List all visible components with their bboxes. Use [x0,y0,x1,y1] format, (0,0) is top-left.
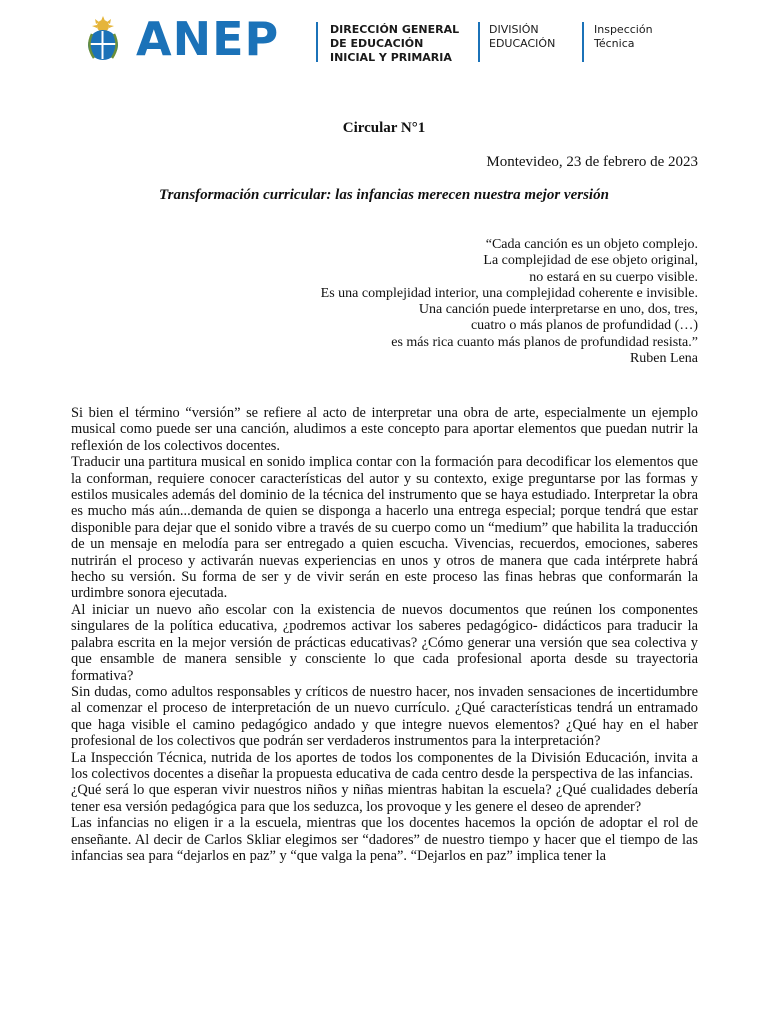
direccion-line-3: INICIAL Y PRIMARIA [330,51,452,64]
body-text [71,405,698,864]
division-line-2: EDUCACIÓN [489,37,556,50]
division-line-1: DIVISIÓN [489,23,539,36]
document-title: Circular N°1 [342,120,426,136]
body-paragraph: ¿Qué será lo que esperan vivir nuestros niños y niñas mientras habitan la escuela? ¿Qué cualidades debería tener esa versión pedagógica para que los seduzca, los provoque y les genere el deseo de aprender? [71,782,698,815]
epigraph-line: “Cada canción es un objeto complejo. [485,237,698,252]
body-paragraph: Si bien el término “versión” se refiere al acto de interpretar una obra de arte, especialmente un ejemplo musical como puede ser una canción, aludimos a este concepto para aportar elementos que puedan nutrir la reflexión de los colectivos docentes. [71,405,698,454]
epigraph-line: es más rica cuanto más planos de profundidad resista.” [391,334,698,350]
body-paragraph: La Inspección Técnica, nutrida de los aportes de todos los componentes de la División Educación, invita a los colectivos docentes a diseñar la propuesta educativa de cada centro desde la perspectiva de las infancias. [71,749,698,782]
epigraph-line: cuatro o más planos de profundidad (…) [470,318,698,334]
inspeccion-line-1: Inspección [594,23,653,36]
epigraph-author: Ruben Lena [629,351,698,367]
divider [582,22,584,62]
body-paragraph: Al iniciar un nuevo año escolar con la existencia de nuevos documentos que reúnen los componentes singulares de la política educativa, ¿podremos activar los saberes pedagógico- didácticos para traducir la palabra escrita en la mejor versión de prácticas educativas? ¿Cómo generar una versión que sea colectiva y que ensamble de manera sensible y consciente lo que cada profesional aporta desde su trayectoria formativa? [71,601,698,684]
epigraph [98,237,698,367]
epigraph-line: Es una complejidad interior, una complejidad coherente e invisible. [320,285,698,301]
place-date: Montevideo, 23 de febrero de 2023 [486,154,698,170]
body-paragraph: Las infancias no eligen ir a la escuela, mientras que los docentes hacemos la opción de adoptar el rol de enseñante. Al decir de Carlos Skliar elegimos ser “dadores” de nuestro tiempo y hacer que el tiempo de las infancias sea para “dejarlos en paz” y “que valga la pena”. “Dejarlos en paz” implica tener la [71,815,698,864]
body-paragraph: Sin dudas, como adultos responsables y críticos de nuestro hacer, nos invaden sensaciones de incertidumbre al comenzar el proceso de interpretación de un nuevo currículo. ¿Qué características tendrá un entramado que haga visible el camino pedagógico andado y que integre nuevos elementos? ¿Qué hay en el haber profesional de los colectivos que podrán ser verdaderos instrumentos para la interpretación? [71,683,698,750]
uruguay-coat-of-arms-icon [78,14,128,64]
inspeccion-line-2: Técnica [594,37,635,50]
document-subtitle: Transformación curricular: las infancias merecen nuestra mejor versión [159,187,609,203]
epigraph-line: La complejidad de ese objeto original, [483,253,698,269]
division-educacion-label [489,23,555,51]
divider [316,22,318,62]
body-paragraph: Traducir una partitura musical en sonido implica contar con la formación para decodificar los elementos que la conforman, requiere conocer características del autor y su contexto, exige preguntarse por las formas y estilos musicales además del dominio de la técnica del instrumento que se haya estudiado. Interpretar la obra es mucho más aún...demanda de quien se disponga a hacerlo una entrega especial; porque tendrá que estar disponible para dejar que el sonido vibre a través de su cuerpo como un “medium” que habilita la traducción de un mensaje en melodía para ser entregado a quien escucha. Vivencias, recuerdos, emociones, saberes nutrirán el proceso y activarán nuevas experiencias en unos y otros de manera que cada intérprete habrá hecho su versión. Su forma de ser y de vivir serán en este proceso las finas hebras que conformarán la urdimbre sonora ejecutada. [71,454,698,602]
letterhead [78,14,678,64]
direccion-line-1: DIRECCIÓN GENERAL [330,23,460,36]
direccion-line-2: DE EDUCACIÓN [330,37,424,50]
epigraph-line: Una canción puede interpretarse en uno, dos, tres, [418,302,698,318]
epigraph-line: no estará en su cuerpo visible. [529,269,698,285]
divider [478,22,480,62]
direccion-general-label [330,23,459,65]
anep-logo-text: ANEP [136,12,280,66]
inspeccion-tecnica-label [594,23,653,51]
